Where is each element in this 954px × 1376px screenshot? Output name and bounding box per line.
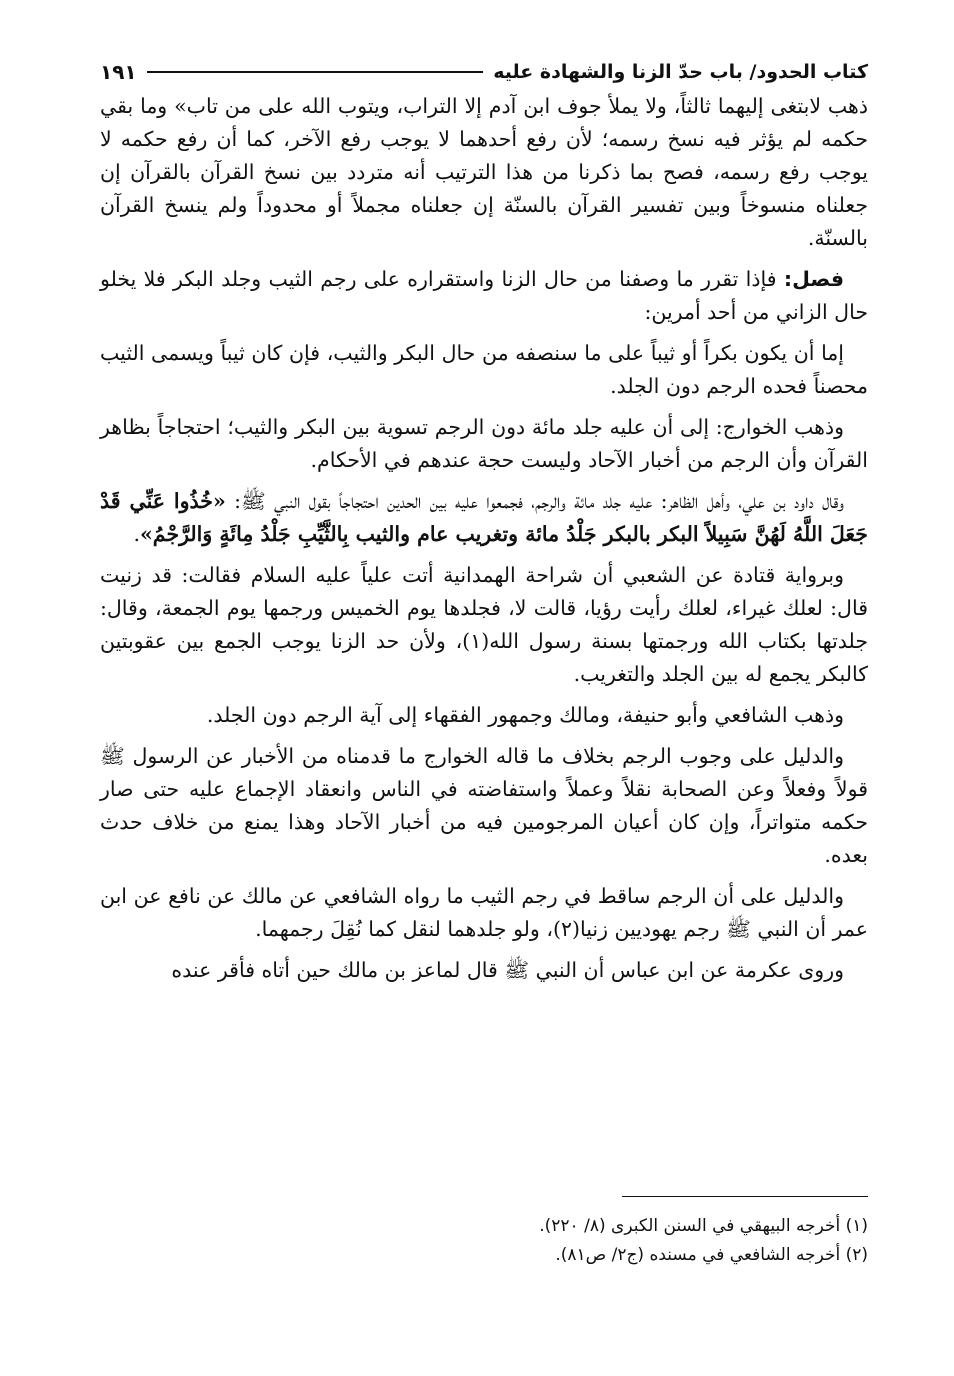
paragraph-8: والدليل على وجوب الرجم بخلاف ما قاله الخوارج ما قدمناه من الأخبار عن الرسول ﷺ قولاً وفعلاً وعن الصحابة نقلاً وعملاً واستفاضته في الناس وانعقاد الإجماع عليه حتى صار حكمه متواتراً، وإن كان أعيان المرجومين فيه من أخبار الآحاد وهذا يمنع من خلاف حدث بعده. (100, 744, 868, 867)
footnote-2: (٢) أخرجه الشافعي في مسنده (ج٢/ ص٨١). (555, 1245, 868, 1265)
paragraph-9: والدليل على أن الرجم ساقط في رجم الثيب ما رواه الشافعي عن مالك عن نافع عن ابن عمر أن النبي ﷺ رجم يهوديين زنيا(٢)، ولو جلدهما لنقل كما نُقِلَ رجمهما. (100, 884, 868, 941)
header-rule (147, 71, 484, 73)
paragraph-2 (100, 263, 868, 329)
hadith-quote: «خُذُوا عَنِّي قَدْ جَعَلَ اللَّهُ لَهُنَّ سَبِيلاً البكر بالبكر جَلْدُ مائة وتغريب عام والثيب بِالثَّيِّبِ جَلْدُ مِائَةٍ وَالرَّجْمُ» (100, 489, 868, 546)
paragraph-5-text: وقال داود بن علي، وأهل الظاهر: عليه جلد مائة والرجم، فجمعوا عليه بين الحدين احتجاجاً بقول النبي ﷺ: (225, 489, 844, 513)
footnote-1: (١) أخرجه البيهقي في السنن الكبرى (٨/ ٢٢٠). (539, 1216, 868, 1236)
paragraph-3: إما أن يكون بكراً أو ثيباً على ما سنصفه من حال البكر والثيب، فإن كان ثيباً ويسمى الثيب محصناً فحده الرجم دون الجلد. (100, 341, 868, 398)
paragraph-6: وبرواية قتادة عن الشعبي أن شراحة الهمدانية أتت علياً عليه السلام فقالت: قد زنيت قال: لعلك غيراء، لعلك رأيت رؤيا، قالت لا، فجلدها يوم الخميس ورجمها يوم الجمعة، وقال: جلدتها بكتاب الله ورجمتها بسنة رسول الله(١)، ولأن حد الزنا يوجب الجمع بين عقوبتين كالبكر يجمع له بين الجلد والتغريب. (100, 563, 868, 686)
paragraph-10: وروى عكرمة عن ابن عباس أن النبي ﷺ قال لماعز بن مالك حين أتاه فأقر عنده (171, 958, 844, 982)
footnote-separator (622, 1196, 868, 1197)
main-text (100, 90, 868, 995)
paragraph-5 (100, 485, 868, 551)
paragraph-7: وذهب الشافعي وأبو حنيفة، ومالك وجمهور الفقهاء إلى آية الرجم دون الجلد. (206, 703, 844, 727)
paragraph-2-text: فإذا تقرر ما وصفنا من حال الزنا واستقراره على رجم الثيب وجلد البكر فلا يخلو حال الزاني من أحد أمرين: (100, 267, 868, 324)
footnotes (100, 1212, 868, 1270)
paragraph-5-end: . (133, 522, 140, 546)
section-lead: فصل: (783, 267, 844, 291)
paragraph-1: ذهب لابتغى إليهما ثالثاً، ولا يملأ جوف ابن آدم إلا التراب، ويتوب الله على من تاب» وما بقي حكمه لم يؤثر فيه نسخ رسمه؛ لأن رفع أحدهما لا يوجب رفع الآخر، كما أن رفع حكمه لا يوجب رفع رسمه، فصح بما ذكرنا من هذا الترتيب أنه متردد بين نسخ القرآن بالقرآن إن جعلناه منسوخاً وبين تفسير القرآن بالسنّة إن جعلناه مجملاً أو محدوداً ولم ينسخ القرآن بالسنّة. (100, 94, 868, 250)
running-title: كتاب الحدود/ باب حدّ الزنا والشهادة عليه (493, 61, 868, 83)
paragraph-4: وذهب الخوارج: إلى أن عليه جلد مائة دون الرجم تسوية بين البكر والثيب؛ احتجاجاً بظاهر القرآن وأن الرجم من أخبار الآحاد وليست حجة عندهم في الأحكام. (100, 415, 868, 472)
running-header (100, 56, 868, 88)
page-number: ١٩١ (100, 60, 137, 84)
